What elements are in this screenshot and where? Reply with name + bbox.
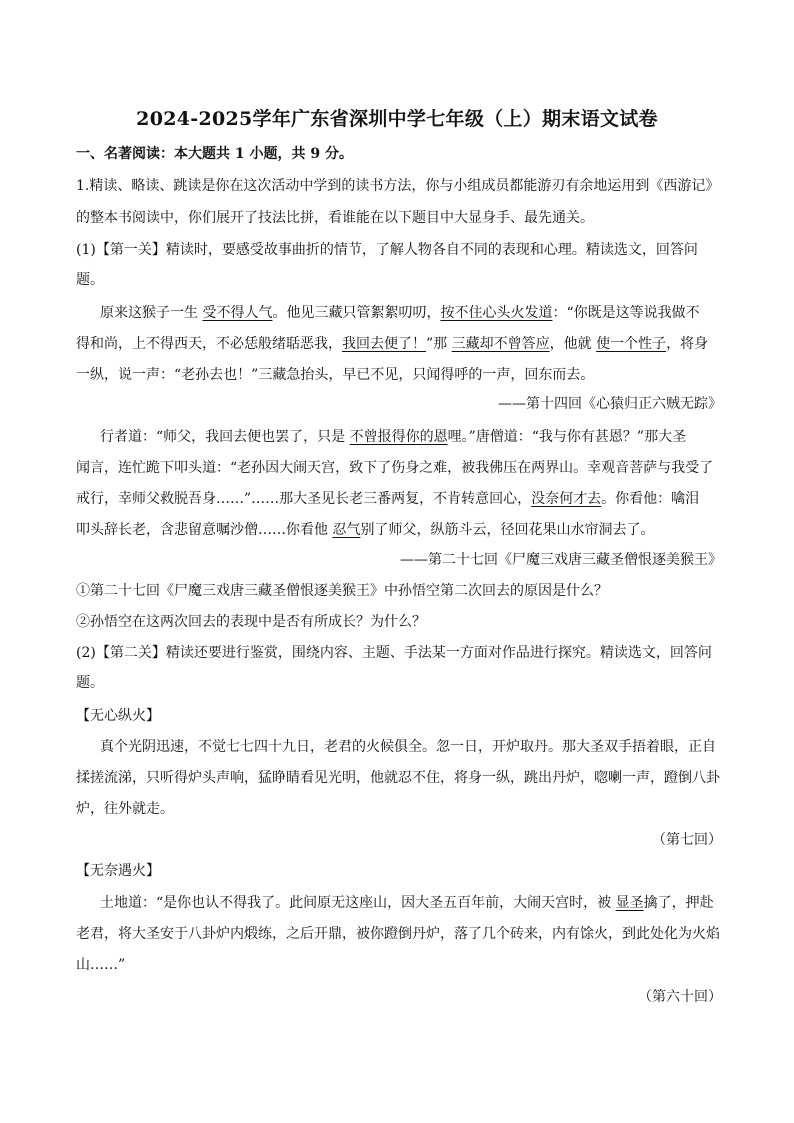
excerpt-4-heading: 【无奈遇火】 — [76, 863, 160, 879]
sub-question-2: ②孙悟空在这两次回去的表现中是否有所成长？为什么？ — [76, 614, 426, 630]
excerpt-3-line-2: 揉搓流涕，只听得炉头声响，猛睁睛看见光明，他就忍不住，将身一纵，跳出丹炉，唿喇一声，蹬倒八卦 — [76, 770, 720, 786]
excerpt-2-line-1 — [100, 427, 722, 447]
excerpt-4-line-2: 老君，将大圣安于八卦炉内煅练，之后开鼎，被你蹬倒丹炉，落了几个砖来，内有馀火，到此处化为火焰 — [76, 926, 720, 942]
excerpt-4-line-1 — [100, 893, 722, 913]
text-span: ：“你既是这等说我做不 — [552, 305, 700, 321]
underlined-phrase: 我回去便了！ — [342, 336, 426, 352]
underlined-phrase: 没奈何才去 — [531, 491, 602, 507]
underlined-phrase: 不曾报得你的恩 — [349, 429, 448, 445]
text-span: ”那 — [426, 336, 452, 352]
question-1-line-2: 的整本书阅读中，你们展开了技法比拼，看谁能在以下题目中大显身手、最先通关。 — [76, 210, 594, 226]
excerpt-3-line-3: 炉，往外就走。 — [76, 801, 174, 817]
text-span: 别了师父，纵筋斗云，径回花果山水帘洞去了。 — [360, 522, 655, 538]
underlined-phrase: 三藏却不曾答应 — [451, 336, 550, 352]
underlined-phrase: 使一个性子 — [596, 336, 667, 352]
text-span: ，将身 — [666, 336, 709, 352]
text-span: 戒行，幸师父救脱吾身……”……那大圣见长老三番两复，不肯转意回心， — [76, 491, 532, 507]
part-2-prompt-line-1: (2)【第二关】精读还要进行鉴赏，围绕内容、主题、手法某一方面对作品进行探究。精读选文，回答问 — [76, 645, 712, 661]
excerpt-4-line-3: 山……” — [76, 957, 126, 973]
excerpt-3-source: （第七回） — [652, 832, 722, 848]
part-1-prompt-line-2: 题。 — [76, 272, 104, 288]
section-heading: 一、名著阅读：本大题共 1 小题，共 9 分。 — [76, 146, 353, 162]
question-1-line-1: 1.精读、略读、跳读是你在这次活动中学到的读书方法，你与小组成员都能游刃有余地运用到《西游记》 — [76, 178, 720, 194]
excerpt-1-line-3: 一纵，说一声：“老孙去也！”三藏急抬头，早已不见，只闻得呼的一声，回东而去。 — [76, 367, 595, 383]
underlined-phrase: 按不住心头火发道 — [440, 305, 553, 321]
excerpt-2-line-2: 闻言，连忙跪下叩头道：“老孙因大闹天宫，致下了伤身之难，被我佛压在两界山。幸观音菩萨与我受了 — [76, 460, 714, 476]
excerpt-4-source: （第六十回） — [638, 989, 722, 1005]
part-1-prompt-line-1: (1)【第一关】精读时，要感受故事曲折的情节，了解人物各自不同的表现和心理。精读选文，回答问 — [76, 242, 698, 258]
excerpt-3-line-1: 真个光阴迅速，不觉七七四十九日，老君的火候俱全。忽一日，开炉取丹。那大圣双手捂着眼，正自 — [100, 739, 716, 755]
text-span: 。你看他：噙泪 — [601, 491, 700, 507]
excerpt-1-source: ——第十四回《心猿归正六贼无踪》 — [498, 396, 722, 412]
excerpt-1-line-2 — [76, 334, 722, 354]
text-span: 叩头辞长老，含悲留意嘱沙僧……你看他 — [76, 522, 333, 538]
text-span: 哩。”唐僧道：“我与你有甚恩？”那大圣 — [447, 429, 687, 445]
sub-question-1: ①第二十七回《尸魔三戏唐三藏圣僧恨逐美猴王》中孙悟空第二次回去的原因是什么？ — [76, 583, 608, 599]
page-title: 2024-2025学年广东省深圳中学七年级（上）期末语文试卷 — [136, 108, 658, 130]
underlined-phrase: 显圣 — [615, 895, 644, 911]
text-span: 擒了，押赴 — [643, 895, 714, 911]
excerpt-2-source: ——第二十七回《尸魔三戏唐三藏圣僧恨逐美猴王》 — [400, 552, 722, 568]
text-span: 得和尚，上不得西天，不必恁般绪聒恶我， — [76, 336, 342, 352]
excerpt-2-line-4 — [76, 520, 722, 540]
excerpt-2-line-3 — [76, 489, 722, 509]
text-span: ，他就 — [549, 336, 597, 352]
text-span: 原来这猴子一生 — [100, 305, 203, 321]
text-span: 行者道：“师父，我回去便也罢了，只是 — [100, 429, 350, 445]
text-span: 土地道：“是你也认不得我了。此间原无这座山，因大圣五百年前，大闹天宫时，被 — [100, 895, 616, 911]
text-span: 。他见三藏只管絮絮叨叨， — [272, 305, 441, 321]
part-2-prompt-line-2: 题。 — [76, 675, 104, 691]
excerpt-1-line-1 — [100, 303, 722, 323]
excerpt-3-heading: 【无心纵火】 — [76, 708, 160, 724]
underlined-phrase: 受不得人气 — [202, 305, 273, 321]
underlined-phrase: 忍气 — [332, 522, 361, 538]
